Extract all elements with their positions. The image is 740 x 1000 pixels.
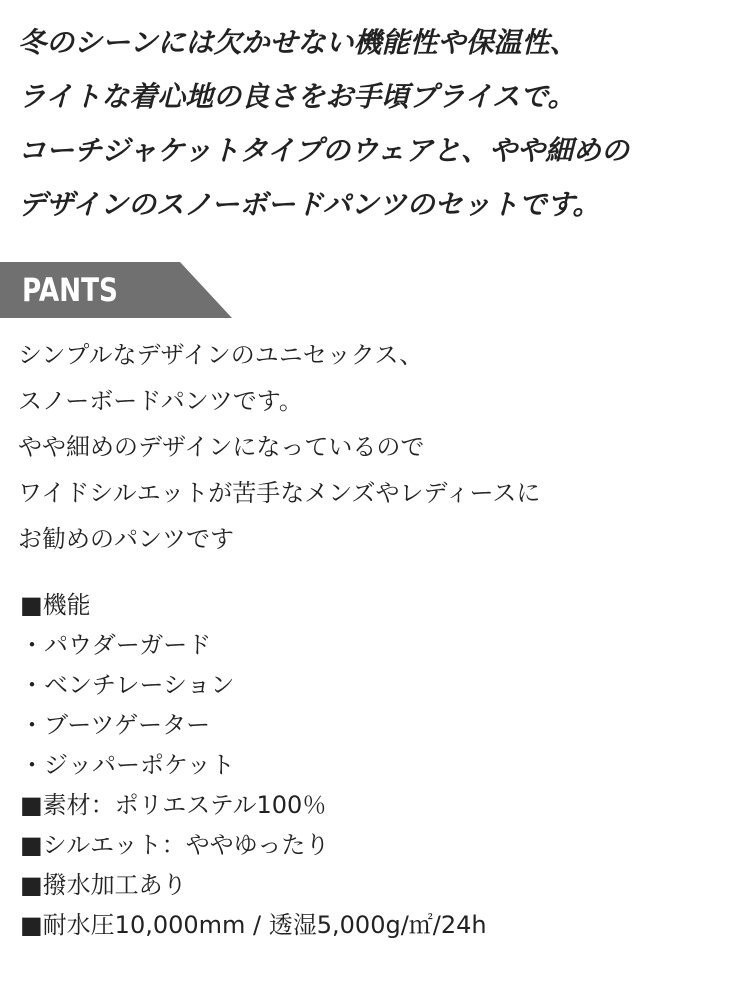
section-heading-banner (0, 262, 232, 318)
intro-line: ライトな着心地の良さをお手頃プライスで。 (18, 80, 576, 113)
spec-waterproof-rating: ■耐水圧10,000mm / 透湿5,000g/㎡/24h (20, 911, 487, 939)
intro-line: 冬のシーンには欠かせない機能性や保温性、 (18, 26, 578, 59)
description-line: スノーボードパンツです。 (18, 387, 303, 415)
description-line: ワイドシルエットが苦手なメンズやレディースに (18, 479, 541, 507)
intro-line: コーチジャケットタイプのウェアと、やや細めの (18, 134, 629, 167)
description-line: シンプルなデザインのユニセックス、 (18, 341, 424, 369)
product-description (18, 332, 733, 562)
description-line: お勧めのパンツです (18, 525, 234, 553)
spec-item: ・ベンチレーション (20, 671, 235, 699)
spec-water-repellent: ■撥水加工あり (20, 871, 187, 899)
intro-paragraph (18, 16, 733, 232)
spec-heading-features: ■機能 (20, 591, 91, 619)
spec-item: ・ブーツゲーター (20, 711, 211, 739)
spec-item: ・ジッパーポケット (20, 751, 235, 779)
spec-item: ・パウダーガード (20, 631, 212, 659)
spec-list (20, 585, 735, 945)
section-heading-label: PANTS (22, 271, 118, 309)
spec-material: ■素材：ポリエステル100％ (20, 791, 327, 819)
description-line: やや細めのデザインになっているので (18, 433, 425, 461)
intro-line: デザインのスノーボードパンツのセットです。 (18, 188, 601, 221)
spec-silhouette: ■シルエット：ややゆったり (20, 831, 330, 859)
